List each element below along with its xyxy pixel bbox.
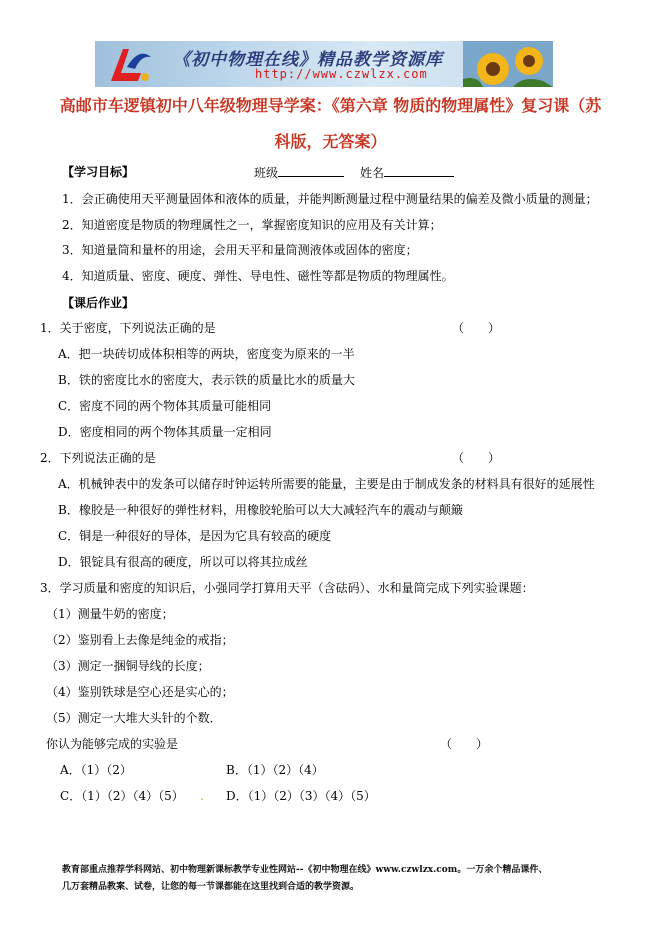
question-3-prompt: 你认为能够完成的实验是 [46,737,179,751]
name-label: 姓名 [360,166,385,180]
name-blank [384,165,454,177]
question-3-option-b: B．（1）（2）（4） [226,763,324,777]
question-3-stem: 3．学习质量和密度的知识后，小强同学打算用天平（含砝码）、水和量筒完成下列实验课题： [40,581,534,595]
question-2-stem: 2．下列说法正确的是 [40,451,156,465]
class-blank [278,165,344,177]
objective-item: 4．知道质量、密度、硬度、弹性、导电性、磁性等都是物质的物理属性。 [62,269,454,283]
objective-item: 3．知道量筒和量杯的用途，会用天平和量筒测液体或固体的密度； [62,243,418,257]
page-footer [62,862,622,896]
question-2-option-b: B．橡胶是一种很好的弹性材料，用橡胶轮胎可以大大减轻汽车的震动与颠簸 [58,503,463,517]
objective-item: 2．知道密度是物质的物理属性之一，掌握密度知识的应用及有关计算； [62,218,442,232]
header-banner [95,41,553,87]
question-3-option-c-dot: . [200,789,204,803]
question-3-option-d: D．（1）（2）（3）（4）（5） [226,789,376,803]
question-2-option-c: C．铜是一种很好的导体，是因为它具有较高的硬度 [58,529,332,543]
document-title-line-2: 科版，无答案） [274,132,387,151]
class-field [254,165,344,180]
footer-line-1: 教育部重点推荐学科网站、初中物理新课标教学专业性网站--《初中物理在线》www.czwlzx.com。一万余个精品课件、 [62,865,548,875]
question-3-item: （1）测量牛奶的密度； [46,607,174,621]
objective-item: 1．会正确使用天平测量固体和液体的质量，并能判断测量过程中测量结果的偏差及微小质量的测量； [62,192,598,206]
question-1-option-b: B．铁的密度比水的密度大，表示铁的质量比水的质量大 [58,373,355,387]
question-3-item: （4）鉴别铁球是空心还是实心的； [46,685,234,699]
question-1-stem: 1．关于密度，下列说法正确的是 [40,321,216,335]
question-2-option-a: A．机械钟表中的发条可以储存时钟运转所需要的能量，主要是由于制成发条的材料具有很好的延展性 [58,477,595,491]
question-1-option-d: D．密度相同的两个物体其质量一定相同 [58,425,272,439]
site-logo-icon [105,43,155,85]
question-1-option-a: A．把一块砖切成体积相等的两块，密度变为原来的一半 [58,347,355,361]
homework-header: 【课后作业】 [62,296,135,310]
question-3-option-c: C．（1）（2）（4）（5） [60,789,184,803]
question-3-answer-paren: （ ） [440,737,489,751]
question-1-option-c: C．密度不同的两个物体其质量可能相同 [58,399,272,413]
sunflower-icon [463,41,553,87]
question-2-answer-paren: （ ） [452,451,501,465]
document-title-line-1: 高邮市车逻镇初中八年级物理导学案：《第六章 物质的物理属性》复习课（苏 [59,96,602,115]
footer-line-2: 几万套精品教案、试卷，让您的每一节课都能在这里找到合适的教学资源。 [62,882,360,892]
question-3-item: （2）鉴别看上去像是纯金的戒指； [46,633,234,647]
class-label: 班级 [254,166,279,180]
question-3-option-a: A．（1）（2） [60,763,132,777]
objectives-header: 【学习目标】 [62,165,135,179]
name-field [360,165,454,180]
question-1-answer-paren: （ ） [452,321,501,335]
banner-url: http://www.czwlzx.com [255,67,428,81]
question-2-option-d: D．银锭具有很高的硬度，所以可以将其拉成丝 [58,555,308,569]
question-3-item: （3）测定一捆铜导线的长度； [46,659,210,673]
question-3-item: （5）测定一大堆大头针的个数． [46,711,222,725]
banner-title: 《初中物理在线》精品教学资源库 [173,50,443,70]
